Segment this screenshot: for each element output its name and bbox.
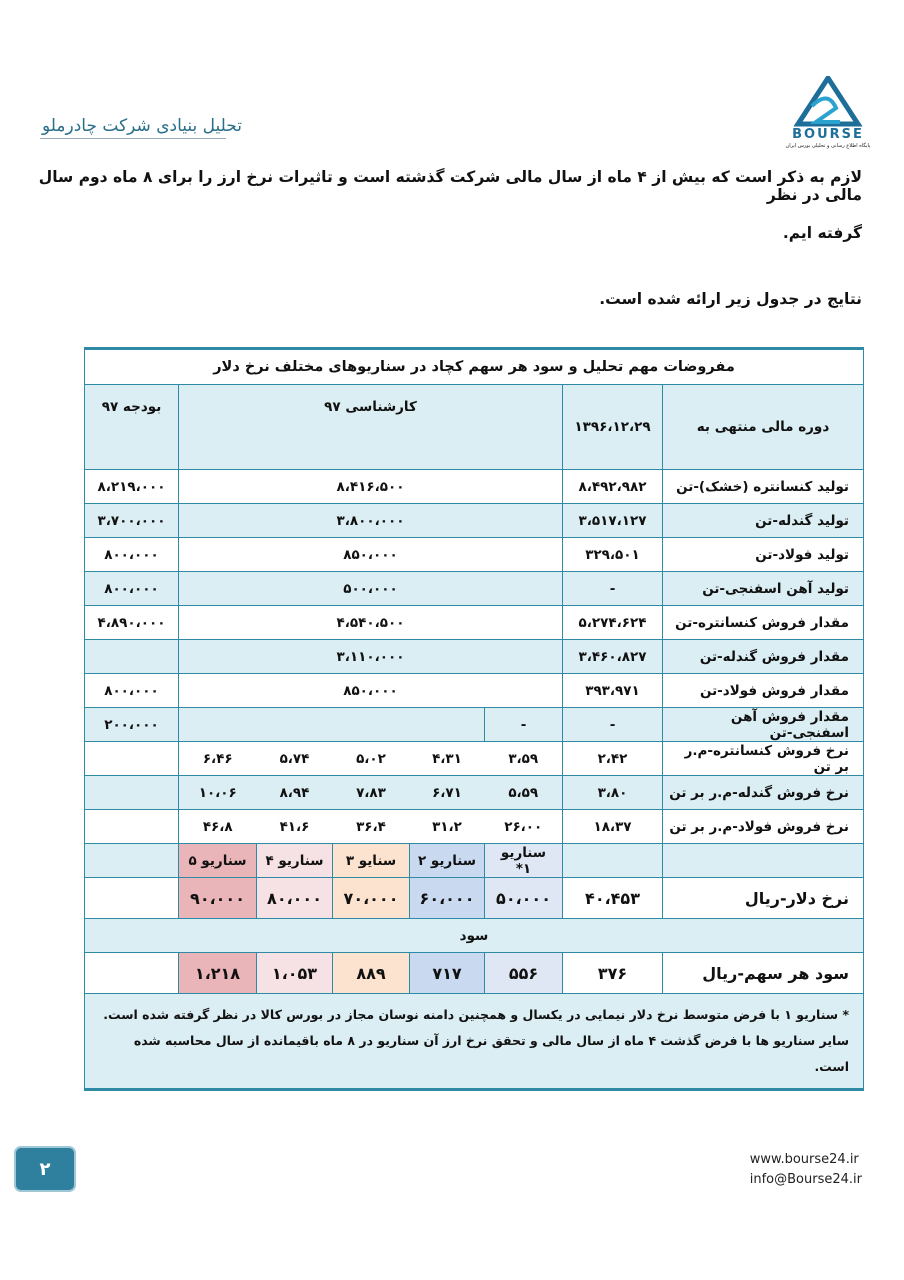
eps-row <box>85 953 864 994</box>
logo-text: BOURSE <box>792 127 864 142</box>
paragraph-3: نتایج در جدول زیر ارائه شده است. <box>599 290 862 308</box>
scenario-value: ۸۰،۰۰۰ <box>257 878 333 919</box>
profit-section-row <box>85 919 864 953</box>
empty-cell <box>563 844 663 878</box>
empty-cell <box>85 844 179 878</box>
paragraph-1: لازم به ذکر است که بیش از ۴ ماه از سال مالی شرکت گذشته است و تاثیرات نرخ ارز را برای ۸ ماه دوم سال مالی در نظر <box>38 168 862 204</box>
actual-value: ۳۹۳،۹۷۱ <box>563 674 663 708</box>
row-label: تولید فولاد-تن <box>663 538 864 572</box>
actual-value: ۴۰،۴۵۳ <box>563 878 663 919</box>
row-label: تولید آهن اسفنجی-تن <box>663 572 864 606</box>
budget-value: ۲۰۰،۰۰۰ <box>85 708 179 742</box>
scenario-value: ۷۱۷ <box>410 953 485 994</box>
row-label: مقدار فروش کنسانتره-تن <box>663 606 864 640</box>
row-label: نرخ فروش فولاد-م.ر بر تن <box>663 810 864 844</box>
empty-cell <box>85 742 179 776</box>
actual-value: ۸،۴۹۲،۹۸۲ <box>563 470 663 504</box>
email-link[interactable]: info@Bourse24.ir <box>749 1172 862 1187</box>
scenario-value: ۴،۳۱ <box>410 742 485 776</box>
period-date: ۱۳۹۶،۱۲،۲۹ <box>563 385 663 470</box>
period-label: دوره مالی منتهی به <box>663 385 864 470</box>
empty-cell <box>663 844 864 878</box>
budget-value: ۸،۲۱۹،۰۰۰ <box>85 470 179 504</box>
actual-value: - <box>563 572 663 606</box>
actual-value: ۳،۸۰ <box>563 776 663 810</box>
table-row <box>85 538 864 572</box>
scenario-value: ۸،۹۴ <box>257 776 333 810</box>
table-row <box>85 470 864 504</box>
note-2: سایر سناریو ها با فرض گذشت ۴ ماه از سال مالی و تحقق نرخ ارز آن سناریو در ۸ ماه باقیمانده از سال محاسبه شده است. <box>133 1033 849 1074</box>
contact-info <box>750 1150 862 1190</box>
scenario-value: ۳۶،۴ <box>333 810 410 844</box>
scenario-value: ۸۸۹ <box>333 953 410 994</box>
budget-value: ۴،۸۹۰،۰۰۰ <box>85 606 179 640</box>
empty-cell <box>179 708 485 742</box>
assumptions-table <box>84 347 864 1091</box>
row-label: مقدار فروش گندله-تن <box>663 640 864 674</box>
scenario-value: ۷،۸۳ <box>333 776 410 810</box>
expert-value: ۳،۸۰۰،۰۰۰ <box>179 504 563 538</box>
scenario-value: ۲۶،۰۰ <box>485 810 563 844</box>
scenario-value: ۳،۵۹ <box>485 742 563 776</box>
row-label: نرخ فروش گندله-م.ر بر تن <box>663 776 864 810</box>
actual-value: ۳۲۹،۵۰۱ <box>563 538 663 572</box>
row-label: تولید گندله-تن <box>663 504 864 538</box>
budget-value: ۸۰۰،۰۰۰ <box>85 674 179 708</box>
expert-value: ۵۰۰،۰۰۰ <box>179 572 563 606</box>
scenario-value: ۵،۰۲ <box>333 742 410 776</box>
header-underline <box>40 138 226 139</box>
expert-header: کارشناسی ۹۷ <box>179 385 563 470</box>
table-row <box>85 776 864 810</box>
scenario-value: ۶،۷۱ <box>410 776 485 810</box>
table-row <box>85 504 864 538</box>
table-notes <box>85 994 864 1090</box>
row-label: مقدار فروش آهن اسفنجی-تن <box>663 708 864 742</box>
page-number-badge: ۲ <box>14 1146 76 1192</box>
scenario-value: ۱،۲۱۸ <box>179 953 257 994</box>
expert-value: ۸۵۰،۰۰۰ <box>179 538 563 572</box>
budget-value <box>85 640 179 674</box>
row-label: نرخ دلار-ریال <box>663 878 864 919</box>
logo-subtitle: پایگاه اطلاع رسانی و تحلیلی بورس ایران <box>785 143 871 149</box>
note-1: * سناریو ۱ با فرض متوسط نرخ دلار نیمایی در یکسال و همچنین دامنه نوسان مجاز در بورس کالا در نظر گرفته شده است. <box>103 1007 849 1022</box>
scenario-value: ۷۰،۰۰۰ <box>333 878 410 919</box>
scenario-value: ۹۰،۰۰۰ <box>179 878 257 919</box>
row-label: نرخ فروش کنسانتره-م.ر بر تن <box>663 742 864 776</box>
expert-value: - <box>485 708 563 742</box>
row-label: سود هر سهم-ریال <box>663 953 864 994</box>
budget-value: ۳،۷۰۰،۰۰۰ <box>85 504 179 538</box>
page-header-title: تحلیل بنیادی شرکت چادرملو <box>42 116 242 136</box>
actual-value: ۳،۵۱۷،۱۲۷ <box>563 504 663 538</box>
expert-value: ۸۵۰،۰۰۰ <box>179 674 563 708</box>
empty-cell <box>85 810 179 844</box>
scenario-3-header: سنایو ۳ <box>333 844 410 878</box>
scenario-value: ۱۰،۰۶ <box>179 776 257 810</box>
scenario-value: ۴۱،۶ <box>257 810 333 844</box>
scenario-5-header: سناریو ۵ <box>179 844 257 878</box>
budget-header: بودجه ۹۷ <box>85 385 179 470</box>
scenario-4-header: سناریو ۴ <box>257 844 333 878</box>
table-row <box>85 708 864 742</box>
scenario-1-header: سناریو ۱* <box>485 844 563 878</box>
scenario-value: ۱،۰۵۳ <box>257 953 333 994</box>
empty-cell <box>85 878 179 919</box>
scenario-value: ۵،۷۴ <box>257 742 333 776</box>
actual-value: ۳۷۶ <box>563 953 663 994</box>
budget-value: ۸۰۰،۰۰۰ <box>85 538 179 572</box>
actual-value: ۵،۲۷۴،۶۲۴ <box>563 606 663 640</box>
table-row <box>85 640 864 674</box>
expert-value: ۴،۵۴۰،۵۰۰ <box>179 606 563 640</box>
scenario-value: ۶۰،۰۰۰ <box>410 878 485 919</box>
website-link[interactable]: www.bourse24.ir <box>749 1152 859 1167</box>
actual-value: ۱۸،۳۷ <box>563 810 663 844</box>
scenario-value: ۵۵۶ <box>485 953 563 994</box>
paragraph-2: گرفته ایم. <box>782 224 862 242</box>
table-row <box>85 572 864 606</box>
actual-value: - <box>563 708 663 742</box>
empty-cell <box>85 776 179 810</box>
table-row <box>85 742 864 776</box>
expert-value: ۳،۱۱۰،۰۰۰ <box>179 640 563 674</box>
dollar-rate-row <box>85 878 864 919</box>
actual-value: ۲،۴۲ <box>563 742 663 776</box>
expert-value: ۸،۴۱۶،۵۰۰ <box>179 470 563 504</box>
budget-value: ۸۰۰،۰۰۰ <box>85 572 179 606</box>
scenario-value: ۳۱،۲ <box>410 810 485 844</box>
empty-cell <box>85 953 179 994</box>
scenario-header-row <box>85 844 864 878</box>
actual-value: ۳،۴۶۰،۸۲۷ <box>563 640 663 674</box>
scenario-value: ۴۶،۸ <box>179 810 257 844</box>
table-row <box>85 810 864 844</box>
scenario-value: ۵،۵۹ <box>485 776 563 810</box>
scenario-2-header: سناریو ۲ <box>410 844 485 878</box>
scenario-value: ۶،۴۶ <box>179 742 257 776</box>
row-label: تولید کنسانتره (خشک)-تن <box>663 470 864 504</box>
profit-section-label: سود <box>85 919 864 953</box>
table-title: مفروضات مهم تحلیل و سود هر سهم کچاد در سناریوهای مختلف نرخ دلار <box>85 349 864 385</box>
row-label: مقدار فروش فولاد-تن <box>663 674 864 708</box>
scenario-value: ۵۰،۰۰۰ <box>485 878 563 919</box>
table-row <box>85 606 864 640</box>
table-row <box>85 674 864 708</box>
